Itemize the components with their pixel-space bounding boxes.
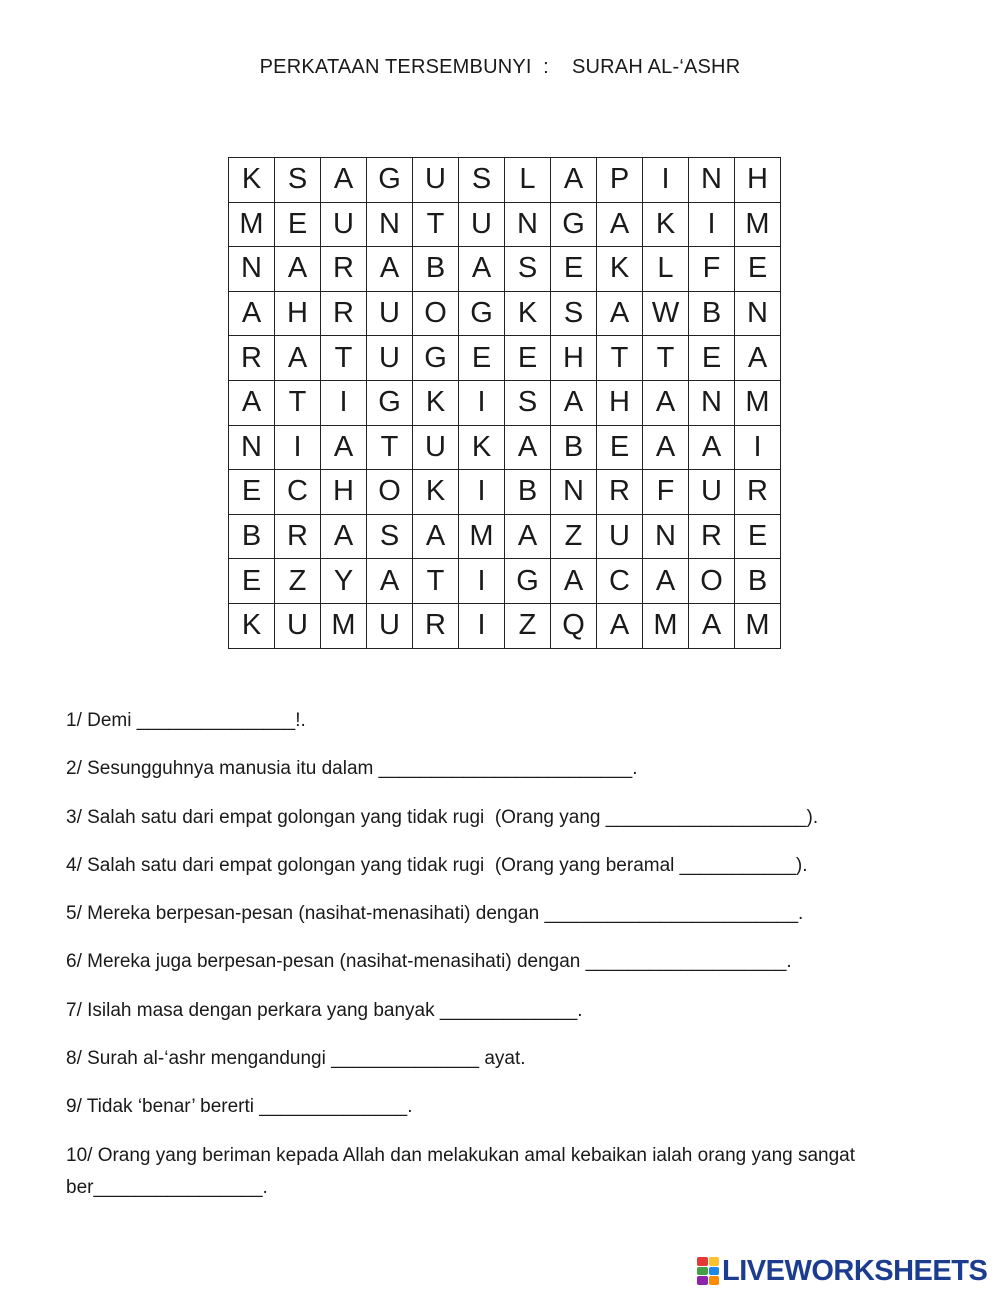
grid-row [229, 158, 781, 203]
grid-cell[interactable]: I [459, 470, 505, 515]
grid-cell[interactable]: R [321, 291, 367, 336]
grid-cell[interactable]: H [321, 470, 367, 515]
grid-cell[interactable]: M [229, 202, 275, 247]
grid-cell[interactable]: K [229, 158, 275, 203]
grid-cell[interactable]: E [505, 336, 551, 381]
page-title: PERKATAAN TERSEMBUNYI : SURAH AL-‘ASHR [259, 56, 741, 78]
grid-cell[interactable]: K [643, 202, 689, 247]
grid-cell[interactable]: I [735, 425, 781, 470]
grid-row [229, 380, 781, 425]
grid-cell[interactable]: A [643, 380, 689, 425]
grid-cell[interactable]: T [275, 380, 321, 425]
grid-cell[interactable]: E [275, 202, 321, 247]
grid-row [229, 247, 781, 292]
grid-cell[interactable]: F [643, 470, 689, 515]
grid-cell[interactable]: R [413, 603, 459, 648]
grid-cell[interactable]: A [689, 425, 735, 470]
grid-cell[interactable]: M [735, 380, 781, 425]
grid-cell[interactable]: S [275, 158, 321, 203]
grid-cell[interactable]: U [459, 202, 505, 247]
grid-cell[interactable]: T [413, 202, 459, 247]
grid-cell[interactable]: A [551, 158, 597, 203]
grid-cell[interactable]: R [275, 514, 321, 559]
grid-cell[interactable]: I [643, 158, 689, 203]
grid-cell[interactable]: R [689, 514, 735, 559]
grid-cell[interactable]: I [459, 603, 505, 648]
grid-cell[interactable]: G [367, 158, 413, 203]
grid-cell[interactable]: N [367, 202, 413, 247]
grid-cell[interactable]: N [229, 247, 275, 292]
grid-cell[interactable]: L [643, 247, 689, 292]
question-1: 1/ Demi _______________!. [66, 710, 306, 731]
grid-cell[interactable]: Z [275, 559, 321, 604]
grid-cell[interactable]: I [459, 380, 505, 425]
grid-cell[interactable]: Z [551, 514, 597, 559]
grid-cell[interactable]: R [229, 336, 275, 381]
grid-cell[interactable]: N [689, 380, 735, 425]
grid-cell[interactable]: N [643, 514, 689, 559]
question-8: 8/ Surah al-‘ashr mengandungi ______________ ayat. [66, 1048, 526, 1070]
logo-square [709, 1257, 720, 1266]
grid-cell[interactable]: N [551, 470, 597, 515]
grid-cell[interactable]: K [413, 380, 459, 425]
liveworksheets-logo-icon [697, 1257, 719, 1285]
logo-square [709, 1276, 720, 1285]
grid-cell[interactable]: A [505, 514, 551, 559]
grid-cell[interactable]: Q [551, 603, 597, 648]
grid-cell[interactable]: A [275, 336, 321, 381]
grid-cell[interactable]: N [229, 425, 275, 470]
grid-cell[interactable]: S [505, 380, 551, 425]
grid-cell[interactable]: T [413, 559, 459, 604]
grid-cell[interactable]: P [597, 158, 643, 203]
grid-cell[interactable]: A [551, 559, 597, 604]
grid-cell[interactable]: S [459, 158, 505, 203]
question-6: 6/ Mereka juga berpesan-pesan (nasihat-menasihati) dengan ___________________. [66, 951, 792, 973]
grid-cell[interactable]: A [459, 247, 505, 292]
grid-cell[interactable]: K [505, 291, 551, 336]
grid-cell[interactable]: I [689, 202, 735, 247]
logo-square [697, 1257, 708, 1266]
grid-row [229, 291, 781, 336]
grid-cell[interactable]: A [229, 291, 275, 336]
grid-cell[interactable]: A [643, 425, 689, 470]
grid-cell[interactable]: A [643, 559, 689, 604]
grid-cell[interactable]: E [459, 336, 505, 381]
grid-cell[interactable]: B [505, 470, 551, 515]
grid-cell[interactable]: M [459, 514, 505, 559]
grid-cell[interactable]: R [735, 470, 781, 515]
grid-cell[interactable]: B [229, 514, 275, 559]
grid-cell[interactable]: N [505, 202, 551, 247]
grid-row [229, 514, 781, 559]
grid-cell[interactable]: E [735, 514, 781, 559]
grid-cell[interactable]: E [229, 470, 275, 515]
question-3: 3/ Salah satu dari empat golongan yang tidak rugi (Orang yang ___________________). [66, 806, 819, 828]
grid-cell[interactable]: R [597, 470, 643, 515]
grid-cell[interactable]: Y [321, 559, 367, 604]
grid-cell[interactable]: B [413, 247, 459, 292]
grid-cell[interactable]: I [321, 380, 367, 425]
grid-cell[interactable]: G [505, 559, 551, 604]
grid-cell[interactable]: O [367, 470, 413, 515]
grid-cell[interactable]: B [689, 291, 735, 336]
grid-cell[interactable]: A [367, 559, 413, 604]
grid-cell[interactable]: U [321, 202, 367, 247]
grid-cell[interactable]: H [597, 380, 643, 425]
grid-cell[interactable]: W [643, 291, 689, 336]
logo-square [697, 1276, 708, 1285]
logo-square [697, 1267, 708, 1276]
grid-cell[interactable]: G [367, 380, 413, 425]
grid-cell[interactable]: T [367, 425, 413, 470]
question-10: 10/ Orang yang beriman kepada Allah dan melakukan amal kebaikan ialah orang yang sangat ber________________. [66, 1144, 861, 1198]
grid-cell[interactable]: A [229, 380, 275, 425]
grid-cell[interactable]: A [551, 380, 597, 425]
grid-cell[interactable]: A [275, 247, 321, 292]
grid-cell[interactable]: E [735, 247, 781, 292]
grid-cell[interactable]: U [413, 158, 459, 203]
grid-cell[interactable]: E [689, 336, 735, 381]
grid-cell[interactable]: A [321, 158, 367, 203]
grid-cell[interactable]: U [689, 470, 735, 515]
word-search-grid [228, 157, 781, 649]
grid-cell[interactable]: A [597, 603, 643, 648]
grid-cell[interactable]: M [735, 603, 781, 648]
grid-row [229, 559, 781, 604]
grid-cell[interactable]: G [459, 291, 505, 336]
grid-cell[interactable]: A [367, 247, 413, 292]
grid-cell[interactable]: U [367, 291, 413, 336]
grid-cell[interactable]: A [413, 514, 459, 559]
grid-cell[interactable]: U [275, 603, 321, 648]
grid-cell[interactable]: S [367, 514, 413, 559]
question-7: 7/ Isilah masa dengan perkara yang banyak _____________. [66, 999, 583, 1021]
grid-cell[interactable]: G [551, 202, 597, 247]
grid-cell[interactable]: M [321, 603, 367, 648]
grid-cell[interactable]: U [367, 336, 413, 381]
grid-cell[interactable]: M [643, 603, 689, 648]
grid-cell[interactable]: A [321, 514, 367, 559]
grid-cell[interactable]: G [413, 336, 459, 381]
grid-cell[interactable]: A [735, 336, 781, 381]
grid-cell[interactable]: N [735, 291, 781, 336]
grid-cell[interactable]: E [229, 559, 275, 604]
liveworksheets-logo-text: LIVEWORKSHEETS [722, 1254, 988, 1287]
grid-cell[interactable]: T [321, 336, 367, 381]
grid-cell[interactable]: O [689, 559, 735, 604]
grid-cell[interactable]: F [689, 247, 735, 292]
grid-cell[interactable]: I [275, 425, 321, 470]
grid-cell[interactable]: E [597, 425, 643, 470]
grid-cell[interactable]: S [505, 247, 551, 292]
grid-cell[interactable]: H [551, 336, 597, 381]
grid-cell[interactable]: U [413, 425, 459, 470]
grid-row [229, 603, 781, 648]
grid-cell[interactable]: L [505, 158, 551, 203]
grid-cell[interactable]: U [367, 603, 413, 648]
grid-cell[interactable]: C [275, 470, 321, 515]
grid-cell[interactable]: N [689, 158, 735, 203]
grid-cell[interactable]: C [597, 559, 643, 604]
question-9: 9/ Tidak ‘benar’ bererti ______________. [66, 1096, 413, 1118]
grid-row [229, 425, 781, 470]
grid-cell[interactable]: A [597, 202, 643, 247]
grid-cell[interactable]: K [597, 247, 643, 292]
grid-cell[interactable]: O [413, 291, 459, 336]
grid-row [229, 336, 781, 381]
grid-cell[interactable]: A [505, 425, 551, 470]
grid-cell[interactable]: A [597, 291, 643, 336]
grid-cell[interactable]: E [551, 247, 597, 292]
grid-row [229, 202, 781, 247]
grid-cell[interactable]: B [735, 559, 781, 604]
grid-cell[interactable]: A [689, 603, 735, 648]
logo-square [709, 1267, 720, 1276]
question-list [66, 705, 926, 1220]
grid-cell[interactable]: T [597, 336, 643, 381]
grid-row [229, 470, 781, 515]
question-2: 2/ Sesungguhnya manusia itu dalam ________________________. [66, 758, 638, 780]
grid-cell[interactable]: K [229, 603, 275, 648]
grid-cell[interactable]: R [321, 247, 367, 292]
question-4: 4/ Salah satu dari empat golongan yang tidak rugi (Orang yang beramal ___________). [66, 854, 808, 876]
grid-cell[interactable]: I [459, 559, 505, 604]
grid-cell[interactable]: S [551, 291, 597, 336]
grid-cell[interactable]: B [551, 425, 597, 470]
grid-cell[interactable]: U [597, 514, 643, 559]
grid-cell[interactable]: H [275, 291, 321, 336]
grid-cell[interactable]: K [459, 425, 505, 470]
grid-cell[interactable]: T [643, 336, 689, 381]
grid-cell[interactable]: Z [505, 603, 551, 648]
grid-cell[interactable]: A [321, 425, 367, 470]
grid-cell[interactable]: M [735, 202, 781, 247]
grid-cell[interactable]: K [413, 470, 459, 515]
grid-cell[interactable]: H [735, 158, 781, 203]
liveworksheets-logo [697, 1254, 987, 1288]
question-5: 5/ Mereka berpesan-pesan (nasihat-menasihati) dengan ________________________. [66, 903, 804, 925]
